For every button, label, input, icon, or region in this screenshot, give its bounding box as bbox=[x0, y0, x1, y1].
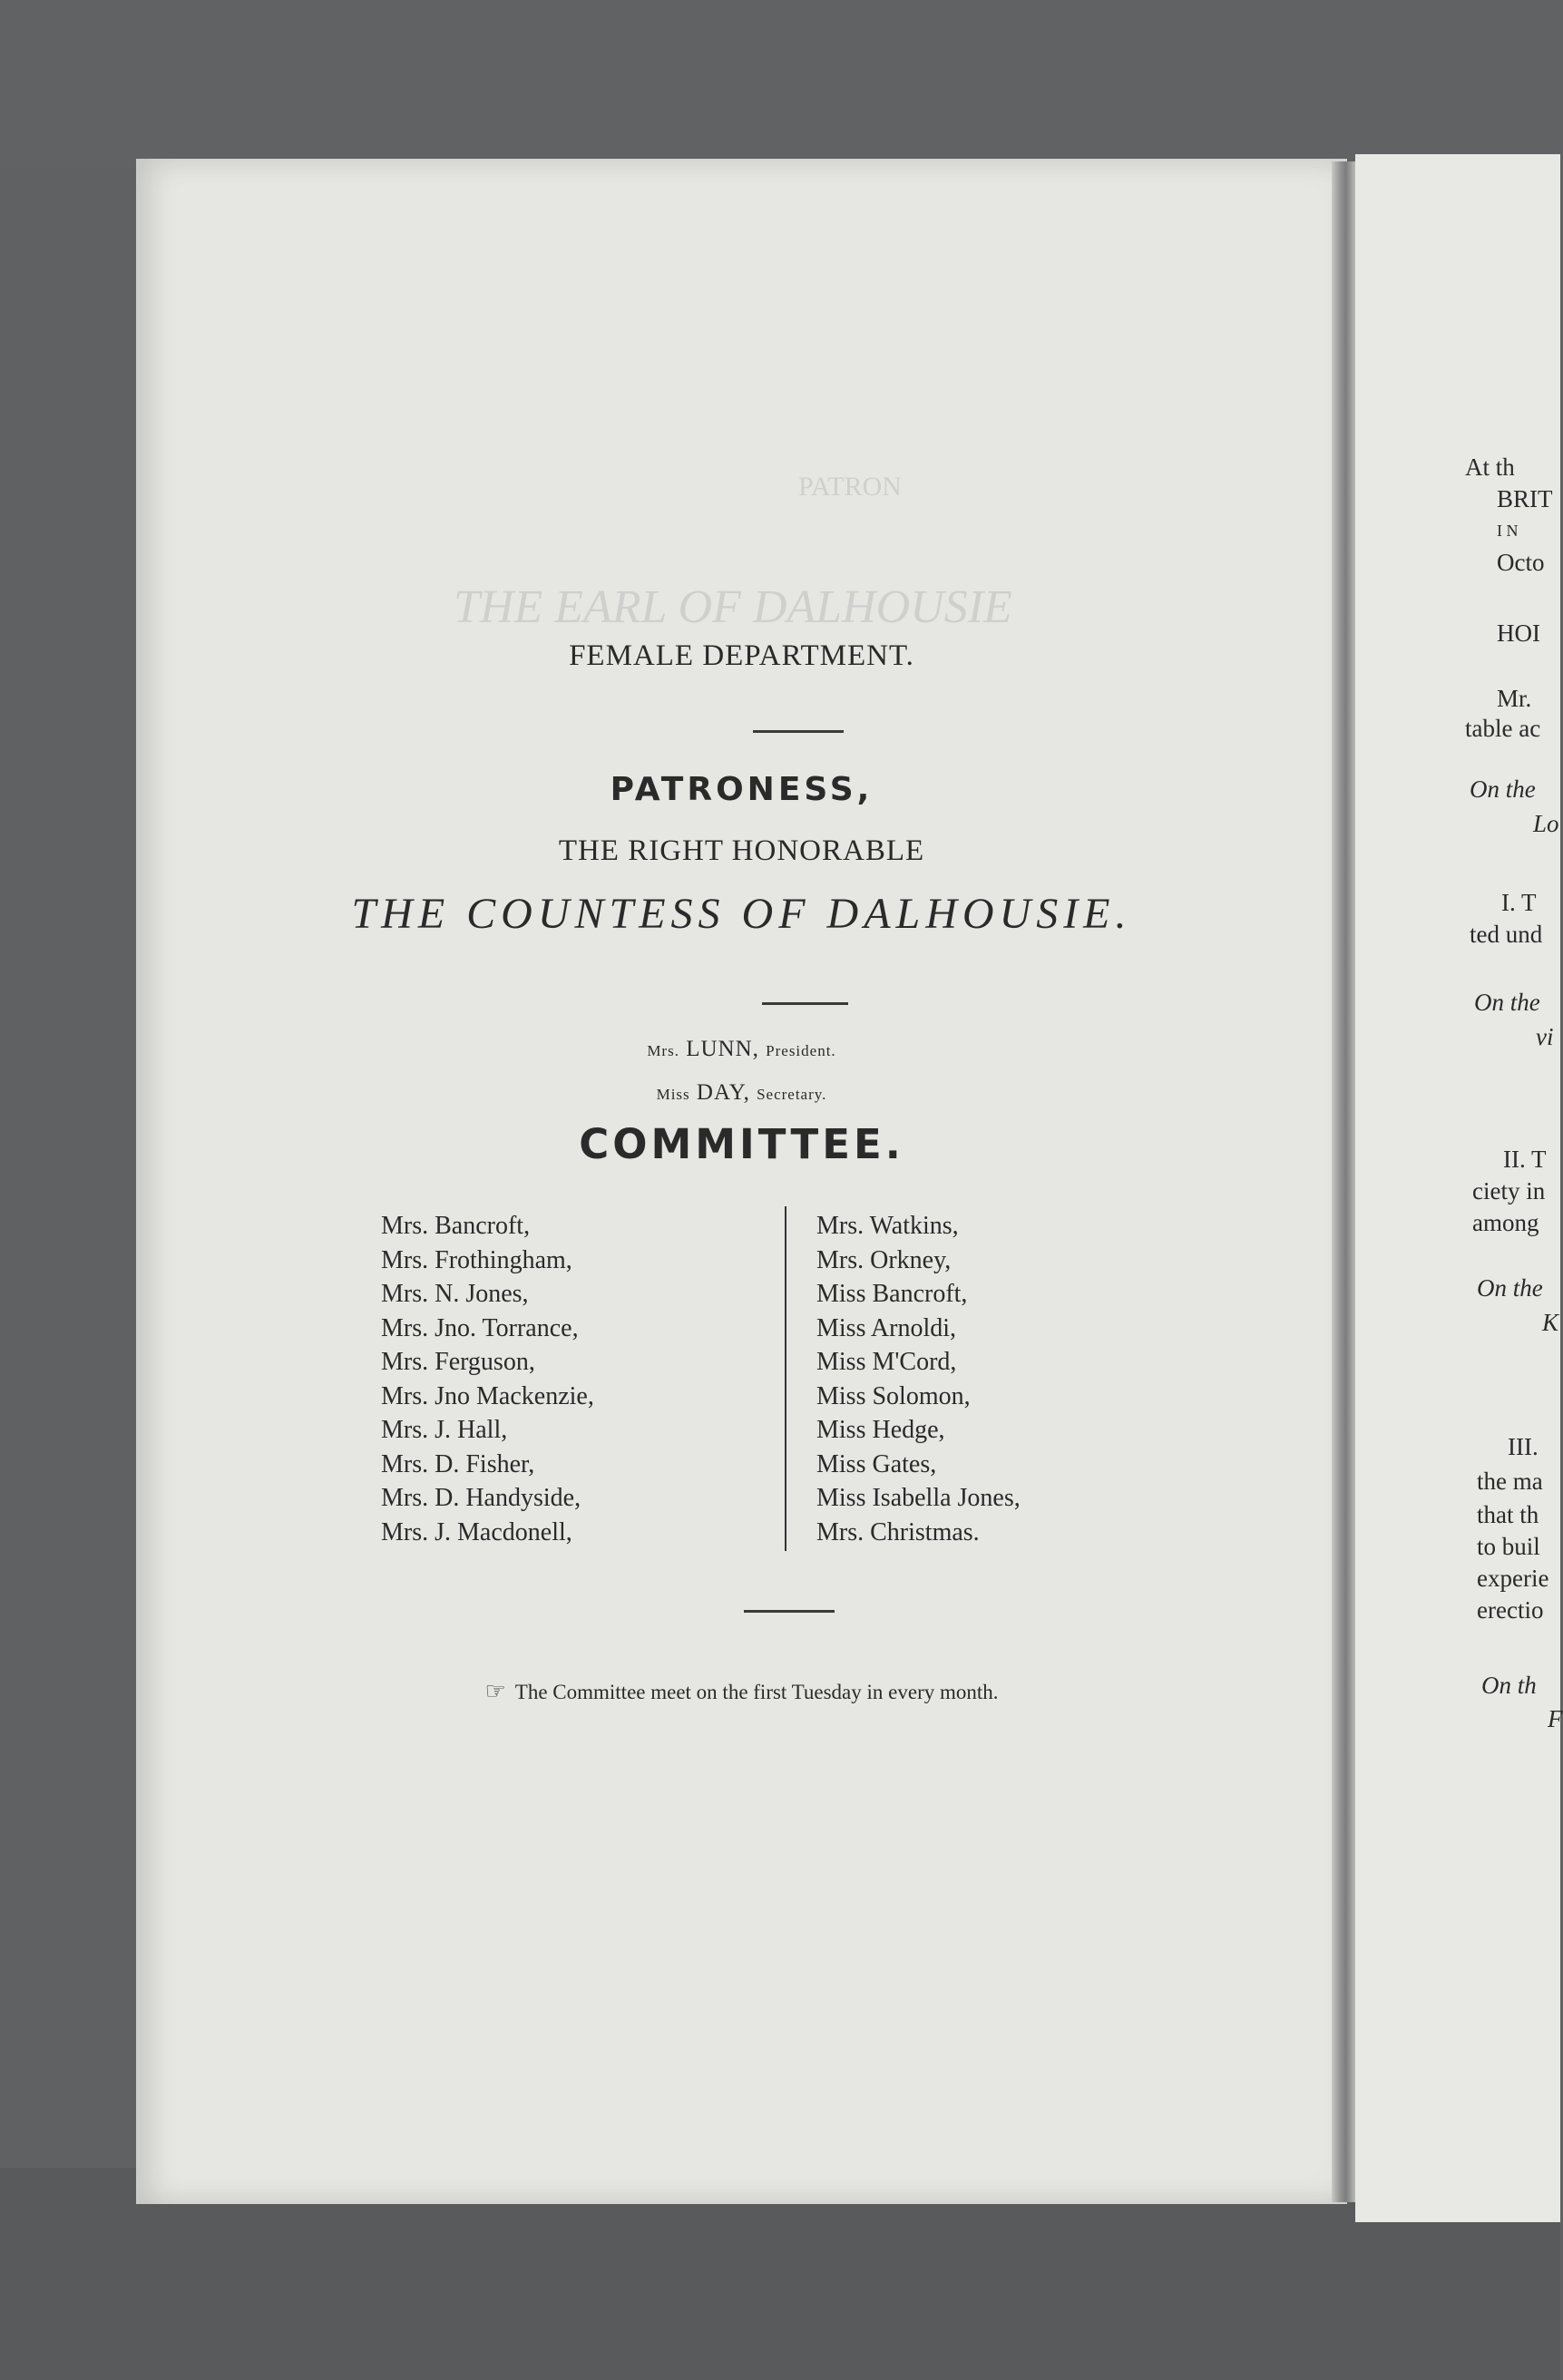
right-page-line: the ma bbox=[1477, 1468, 1543, 1495]
right-page-line: table ac bbox=[1465, 715, 1541, 742]
committee-member: Mrs. Ferguson, bbox=[381, 1348, 535, 1376]
committee-member: Miss Solomon, bbox=[816, 1381, 971, 1410]
committee-member: Miss M'Cord, bbox=[816, 1348, 957, 1376]
right-page-line: among bbox=[1472, 1209, 1539, 1236]
right-page-line: Lo bbox=[1533, 810, 1559, 837]
divider bbox=[753, 730, 844, 733]
right-page-line: to buil bbox=[1477, 1533, 1540, 1560]
committee-list-left bbox=[381, 1209, 594, 1549]
committee-member: Mrs. Christmas. bbox=[816, 1517, 980, 1546]
committee-member: Mrs. J. Macdonell, bbox=[381, 1517, 572, 1546]
right-page-line: II. T bbox=[1503, 1146, 1547, 1173]
department-title: FEMALE DEPARTMENT. bbox=[569, 639, 914, 672]
right-page-line: On the bbox=[1477, 1274, 1543, 1302]
left-page-content bbox=[136, 159, 1347, 2204]
right-page-line: Octo bbox=[1497, 549, 1545, 576]
pointing-hand-icon: ☞ bbox=[484, 1678, 506, 1704]
right-page-line: ciety in bbox=[1472, 1177, 1546, 1205]
right-page-line: erectio bbox=[1477, 1596, 1544, 1624]
right-page-line: K bbox=[1542, 1309, 1559, 1336]
officer-role: President. bbox=[766, 1042, 836, 1059]
patroness-heading: PATRONESS, bbox=[610, 771, 874, 808]
right-page-line: F bbox=[1548, 1705, 1563, 1732]
patroness-title: THE RIGHT HONORABLE bbox=[558, 834, 925, 867]
divider bbox=[762, 1002, 848, 1005]
right-page-line: experie bbox=[1477, 1565, 1549, 1592]
officer-role: Secretary. bbox=[757, 1086, 827, 1103]
officer-prefix: Miss bbox=[656, 1086, 690, 1103]
right-page-line: vi bbox=[1536, 1023, 1554, 1050]
right-page-line: that th bbox=[1477, 1501, 1539, 1528]
officer-prefix: Mrs. bbox=[647, 1042, 679, 1059]
right-page-line: I. T bbox=[1501, 889, 1537, 916]
footnote-text: The Committee meet on the first Tuesday in every month. bbox=[514, 1681, 999, 1703]
committee-list-right bbox=[816, 1209, 1021, 1549]
committee-member: Mrs. Orkney, bbox=[816, 1245, 952, 1274]
right-page-line: On the bbox=[1474, 989, 1540, 1016]
right-page-line: On the bbox=[1470, 775, 1536, 803]
committee-member: Miss Hedge, bbox=[816, 1416, 945, 1444]
committee-member: Mrs. Bancroft, bbox=[381, 1212, 531, 1240]
column-divider bbox=[785, 1206, 786, 1551]
right-page-line: Mr. bbox=[1497, 685, 1532, 712]
show-through-text: THE EARL OF DALHOUSIE bbox=[454, 581, 1012, 633]
scan-background-top bbox=[0, 0, 1560, 168]
patroness-name: THE COUNTESS OF DALHOUSIE. bbox=[351, 890, 1132, 938]
right-page-line: HOI bbox=[1497, 619, 1540, 647]
committee-member: Miss Isabella Jones, bbox=[816, 1484, 1021, 1512]
committee-member: Mrs. Jno Mackenzie, bbox=[381, 1381, 594, 1410]
committee-member: Mrs. D. Handyside, bbox=[381, 1484, 581, 1512]
officer-president bbox=[136, 1037, 1347, 1062]
committee-heading: COMMITTEE. bbox=[579, 1120, 904, 1168]
committee-member: Mrs. Watkins, bbox=[816, 1212, 959, 1240]
committee-member: Mrs. J. Hall, bbox=[381, 1416, 508, 1444]
right-page-line: At th bbox=[1465, 454, 1515, 481]
officer-secretary bbox=[136, 1080, 1347, 1106]
right-page-line: On th bbox=[1481, 1672, 1537, 1699]
committee-member: Miss Arnoldi, bbox=[816, 1313, 957, 1342]
committee-member: Mrs. Jno. Torrance, bbox=[381, 1313, 579, 1342]
committee-member: Miss Bancroft, bbox=[816, 1280, 968, 1308]
right-page-line: I N bbox=[1497, 522, 1519, 540]
officer-name: DAY, bbox=[696, 1080, 750, 1105]
committee-member: Mrs. Frothingham, bbox=[381, 1245, 572, 1274]
right-page-line: III. bbox=[1508, 1433, 1539, 1460]
committee-member: Mrs. N. Jones, bbox=[381, 1280, 529, 1308]
right-page-line: BRIT bbox=[1497, 485, 1553, 512]
committee-member: Miss Gates, bbox=[816, 1449, 937, 1478]
divider bbox=[744, 1610, 835, 1613]
footnote bbox=[136, 1678, 1347, 1705]
officer-name: LUNN, bbox=[686, 1037, 759, 1061]
show-through-text: PATRON bbox=[798, 472, 902, 502]
committee-member: Mrs. D. Fisher, bbox=[381, 1449, 535, 1478]
right-page-line: ted und bbox=[1470, 921, 1543, 948]
